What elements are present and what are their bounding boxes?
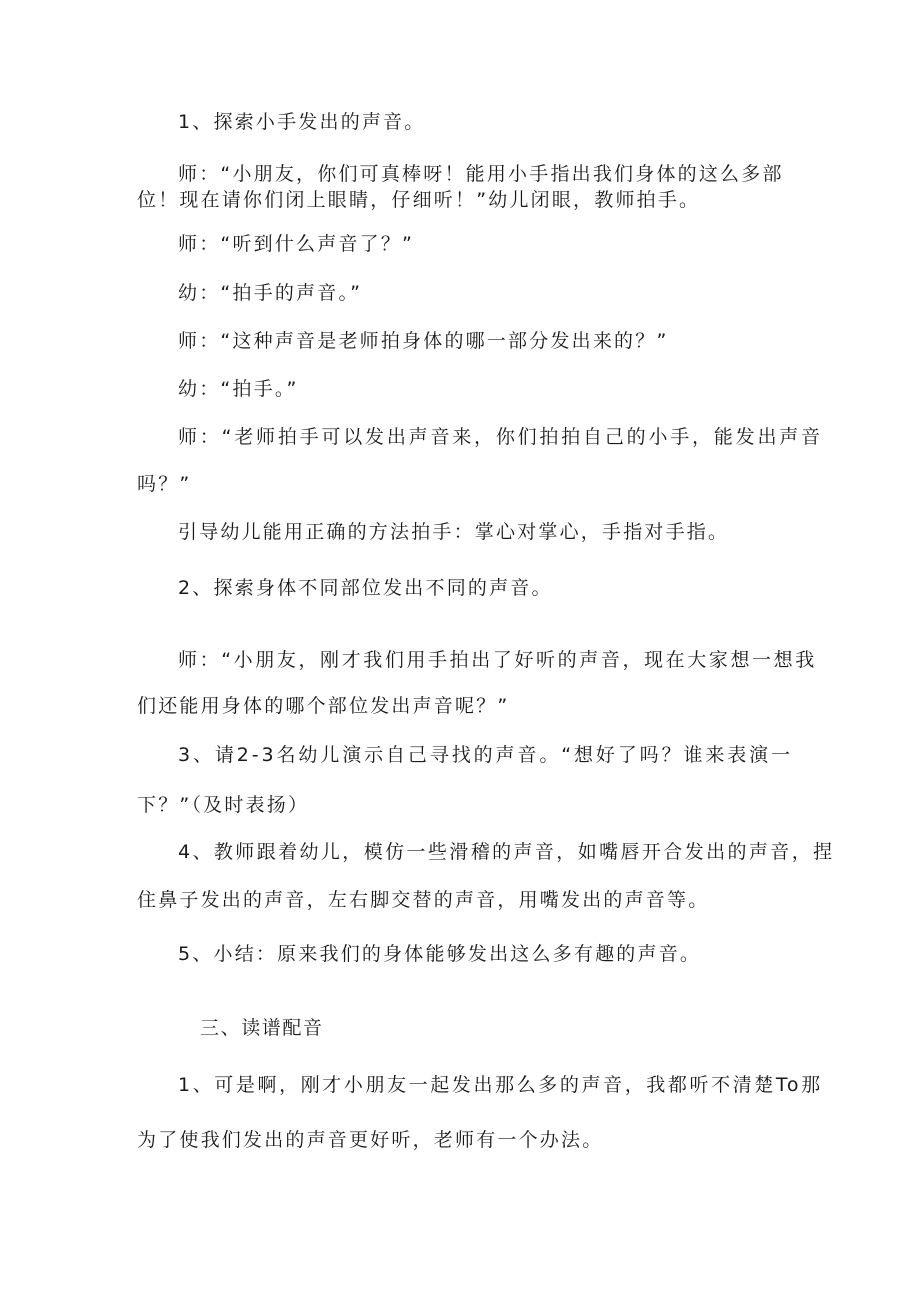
child-line: 幼：“拍手的声音。” [178, 282, 363, 304]
step-4-paragraph: 4、教师跟着幼儿，模仿一些滑稽的声音，如嘴唇开合发出的声音，捏 [178, 841, 835, 863]
teacher-line: 师：“小朋友，你们可真棒呀！能用小手指出我们身体的这么多部 [178, 163, 784, 185]
section-3-heading: 三、读谱配音 [200, 1017, 324, 1039]
step-4-continued: 住鼻子发出的声音，左右脚交替的声音，用嘴发出的声音等。 [137, 889, 710, 911]
teacher-line-continued: 吗？” [137, 473, 192, 495]
teacher-line: 师：“这种声音是老师拍身体的哪一部分发出来的？” [178, 330, 669, 352]
teacher-line: 师：“小朋友，刚才我们用手拍出了好听的声音，现在大家想一想我 [178, 649, 817, 671]
teacher-line-continued: 们还能用身体的哪个部位发出声音呢？” [137, 695, 510, 717]
child-line: 幼：“拍手。” [178, 378, 299, 400]
step-5-summary: 5、小结：原来我们的身体能够发出这么多有趣的声音。 [178, 943, 702, 965]
guidance-paragraph: 引导幼儿能用正确的方法拍手：掌心对掌心，手指对手指。 [178, 521, 730, 543]
section-3-step-1: 1、可是啊，刚才小朋友一起发出那么多的声音，我都听不清楚To那 [178, 1074, 823, 1096]
step-1-heading: 1、探索小手发出的声音。 [178, 111, 426, 133]
teacher-line-continued: 位！现在请你们闭上眼睛，仔细听！”幼儿闭眼，教师拍手。 [137, 189, 701, 211]
step-3-continued: 下？”（及时表扬） [137, 794, 310, 816]
teacher-line: 师：“老师拍手可以发出声音来，你们拍拍自己的小手，能发出声音 [178, 426, 823, 448]
step-3-paragraph: 3、请2-3名幼儿演示自己寻找的声音。“想好了吗？谁来表演一 [178, 744, 793, 766]
teacher-line: 师：“听到什么声音了？” [178, 233, 415, 255]
step-2-heading: 2、探索身体不同部位发出不同的声音。 [178, 577, 553, 599]
section-3-step-1-continued: 为了使我们发出的声音更好听，老师有一个办法。 [137, 1129, 604, 1151]
